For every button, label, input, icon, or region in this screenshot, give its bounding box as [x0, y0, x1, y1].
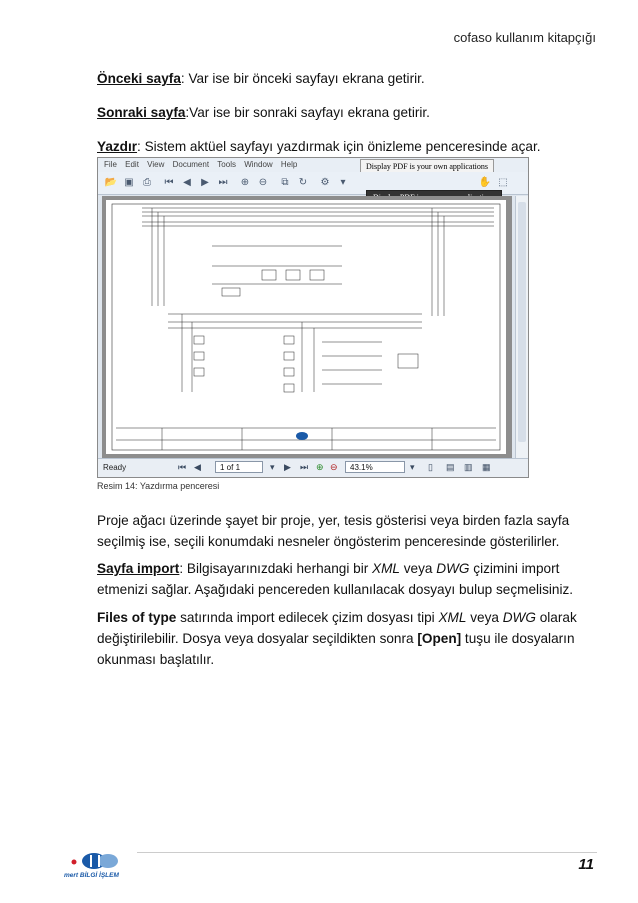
dropdown-icon[interactable]: ▾ [340, 177, 346, 188]
menu-edit[interactable]: Edit [125, 160, 139, 169]
document-canvas [102, 196, 512, 458]
import-text-a: : Bilgisayarınızdaki herhangi bir [179, 561, 373, 576]
next-page-status-icon[interactable]: ▶ [284, 462, 291, 472]
copy-icon[interactable]: ⧉ [281, 177, 289, 188]
open-key-label: [Open] [417, 631, 462, 646]
zoom-dropdown-icon[interactable]: ▾ [410, 462, 415, 472]
files-text-d: tuşu ile dosyaların okunması başlatılır. [97, 631, 575, 667]
rotate-icon[interactable]: ↻ [298, 177, 308, 188]
files-text-a: satırında import edilecek çizim dosyası tipi [176, 610, 439, 625]
menu-help[interactable]: Help [280, 160, 298, 169]
status-bar [98, 458, 528, 477]
vertical-scrollbar[interactable] [515, 196, 528, 458]
zoom-level-field[interactable]: 43.1% [345, 461, 405, 473]
zoom-out-status-icon[interactable]: ⊖ [330, 462, 338, 472]
scroll-thumb[interactable] [518, 202, 526, 442]
save-icon[interactable]: ▣ [124, 177, 134, 188]
prev-page-status-icon[interactable]: ◀ [194, 462, 201, 472]
term-next-page: Sonraki sayfa [97, 105, 186, 120]
page-number: 11 [578, 856, 594, 873]
grid-view-icon[interactable]: ▦ [482, 462, 491, 472]
menu-view[interactable]: View [147, 160, 165, 169]
company-logo [64, 852, 124, 882]
term-print: Yazdır [97, 139, 138, 154]
item-next-page [97, 102, 597, 123]
files-text-b: veya [466, 610, 503, 625]
menu-tools[interactable]: Tools [217, 160, 236, 169]
menu-document[interactable]: Document [172, 160, 210, 169]
zoom-out-icon[interactable]: ⊖ [258, 177, 268, 188]
import-text-c: çizimini import etmenizi sağlar. Aşağıdaki pencereden kullanılacak dosyayı bulup seçmelisiniz. [97, 561, 574, 597]
menu-file[interactable]: File [104, 160, 117, 169]
term-page-import: Sayfa import [97, 561, 180, 576]
select-tool-icon[interactable]: ⬚ [498, 177, 508, 188]
first-page-icon[interactable]: ⏮ [164, 177, 174, 188]
open-icon[interactable]: 📂 [104, 177, 118, 188]
running-header: cofaso kullanım kitapçığı [453, 30, 596, 45]
files-text-c: olarak değiştirilebilir. Dosya veya dosyalar seçildikten sonra [97, 610, 577, 646]
status-text: Ready [103, 463, 127, 472]
import-xml: XML [372, 561, 400, 576]
files-dwg: DWG [502, 610, 536, 625]
term-prev-page: Önceki sayfa [97, 71, 181, 86]
footer-rule [137, 852, 597, 853]
item-files-of-type [97, 607, 597, 670]
term-files-of-type: Files of type [97, 610, 177, 625]
next-page-icon[interactable]: ▶ [201, 177, 209, 188]
item-print [97, 136, 597, 157]
menu-bar [98, 158, 528, 172]
settings-icon[interactable]: ⚙ [320, 177, 330, 188]
files-xml: XML [438, 610, 467, 625]
item-page-import [97, 558, 597, 600]
page-number-field[interactable]: 1 of 1 [215, 461, 263, 473]
prev-page-icon[interactable]: ◀ [183, 177, 191, 188]
schematic-page [102, 196, 512, 458]
figure-caption: Resim 14: Yazdırma penceresi [97, 481, 220, 491]
import-dwg: DWG [436, 561, 470, 576]
promo-banner-top: Display PDF is your own applications [360, 159, 494, 174]
zoom-in-icon[interactable]: ⊕ [240, 177, 250, 188]
desc-print: : Sistem aktüel sayfayı yazdırmak için önizleme penceresinde açar. [137, 139, 541, 154]
svg-text:mert BİLGİ İŞLEM: mert BİLGİ İŞLEM [64, 872, 119, 879]
facing-view-icon[interactable]: ▥ [464, 462, 473, 472]
single-page-view-icon[interactable]: ▯ [428, 462, 433, 472]
hand-tool-icon[interactable]: ✋ [478, 177, 492, 188]
continuous-view-icon[interactable]: ▤ [446, 462, 455, 472]
last-page-icon[interactable]: ⏭ [218, 177, 228, 188]
print-preview-screenshot [97, 157, 529, 478]
paragraph-project-tree [97, 510, 597, 552]
page-dropdown-icon[interactable]: ▾ [270, 462, 275, 472]
item-prev-page [97, 68, 597, 89]
first-page-status-icon[interactable]: ⏮ [178, 462, 187, 472]
menu-window[interactable]: Window [244, 160, 273, 169]
desc-prev-page: : Var ise bir önceki sayfayı ekrana getirir. [180, 71, 425, 86]
print-icon[interactable]: ⎙ [143, 177, 151, 188]
desc-next-page: :Var ise bir sonraki sayfayı ekrana getirir. [185, 105, 430, 120]
import-text-b: veya [399, 561, 437, 576]
last-page-status-icon[interactable]: ⏭ [300, 462, 309, 472]
zoom-in-status-icon[interactable]: ⊕ [316, 462, 324, 472]
paragraph-project-tree-text: Proje ağacı üzerinde şayet bir proje, yer, tesis gösterisi veya birden fazla sayfa seçilmiş ise, seçili konumdaki nesneler öngösterim penceresinde gösterilirler. [97, 513, 570, 549]
